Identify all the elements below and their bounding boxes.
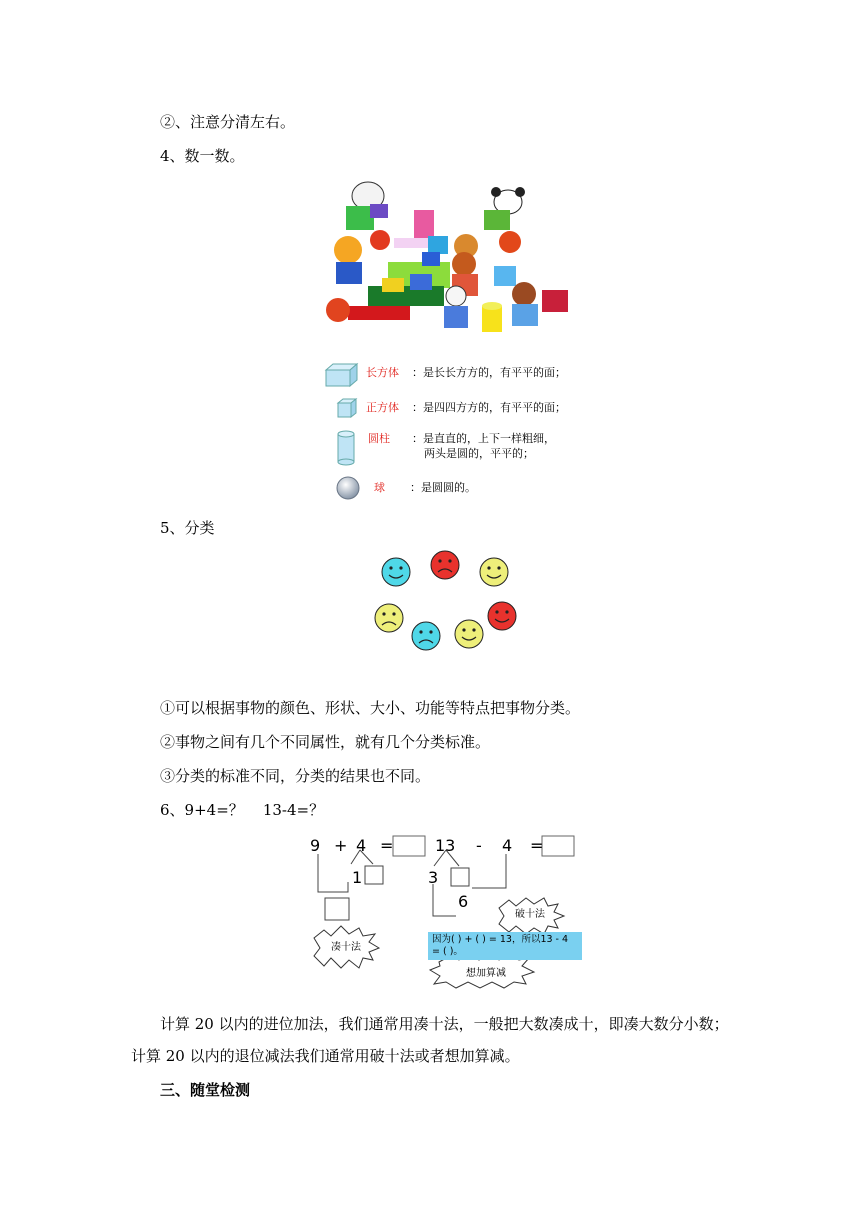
sub-split-b: 6	[458, 892, 469, 911]
add-eq: =	[380, 836, 394, 855]
legend-cuboid-desc: ：是长长方方的，有平平的面；	[412, 366, 566, 379]
lamb-figure	[444, 286, 468, 328]
legend-cuboid-name: 长方体	[366, 366, 399, 379]
cuboid-icon	[324, 362, 360, 388]
legend-cylinder-desc: ：是直直的，上下一样粗细，	[412, 432, 555, 445]
sub-split-a: 3	[428, 868, 439, 887]
sub-op: -	[476, 836, 482, 855]
sub-a: 13	[435, 836, 456, 855]
cube-icon	[336, 397, 358, 419]
heading-calc: 6、9+4=？ 13-4=？	[160, 801, 325, 819]
badge-think-add: 想加算减	[466, 968, 506, 979]
add-op: +	[334, 836, 348, 855]
smiley-yellow-happy-2-icon	[455, 620, 483, 648]
bear-figure	[512, 282, 538, 326]
smiley-yellow-sad-icon	[375, 604, 403, 632]
shapes-legend	[324, 360, 574, 510]
smiley-blue-sad-icon	[412, 622, 440, 650]
heading-count: 4、数一数。	[160, 147, 245, 165]
math-figure	[304, 828, 584, 996]
legend-sphere-desc: ：是圆圆的。	[410, 481, 476, 494]
calc-explain-1: 计算 20 以内的进位加法，我们通常用凑十法，一般把大数凑成十，即凑大数分小数；	[160, 1015, 729, 1033]
smileys-figure	[372, 548, 522, 658]
legend-cylinder-name: 圆柱	[368, 432, 390, 445]
legend-cylinder-desc2: 两头是圆的，平平的；	[424, 447, 534, 460]
legend-sphere-name: 球	[374, 481, 385, 494]
smiley-yellow-happy-icon	[480, 558, 508, 586]
calc-explain-2: 计算 20 以内的退位减法我们通常用破十法或者想加算减。	[131, 1047, 520, 1065]
classify-point-3: ③分类的标准不同，分类的结果也不同。	[160, 767, 431, 785]
heading-classify: 5、分类	[160, 519, 215, 537]
smiley-blue-happy-icon	[382, 558, 410, 586]
smiley-red-sad-icon	[431, 551, 459, 579]
add-b: 4	[356, 836, 367, 855]
cylinder-icon	[336, 430, 356, 466]
legend-cube-name: 正方体	[366, 401, 399, 414]
sub-eq: =	[530, 836, 544, 855]
sub-b: 4	[502, 836, 513, 855]
smiley-red-happy-icon	[488, 602, 516, 630]
add-a: 9	[310, 836, 321, 855]
sphere-icon	[336, 476, 360, 500]
section-heading-3: 三、随堂检测	[160, 1081, 251, 1099]
note-line-2: = ( )。	[432, 946, 463, 957]
classify-point-2: ②事物之间有几个不同属性，就有几个分类标准。	[160, 733, 491, 751]
classify-point-1: ①可以根据事物的颜色、形状、大小、功能等特点把事物分类。	[160, 699, 581, 717]
note-left-right: ②、注意分清左右。	[160, 113, 296, 131]
legend-cube-desc: ：是四四方方的，有平平的面；	[412, 401, 566, 414]
badge-make-ten: 凑十法	[331, 942, 361, 953]
note-line-1: 因为( ) + ( ) = 13，所以13 - 4	[432, 934, 569, 945]
add-split: 1	[352, 868, 363, 887]
toys-illustration	[318, 178, 582, 334]
badge-break-ten: 破十法	[515, 909, 545, 920]
